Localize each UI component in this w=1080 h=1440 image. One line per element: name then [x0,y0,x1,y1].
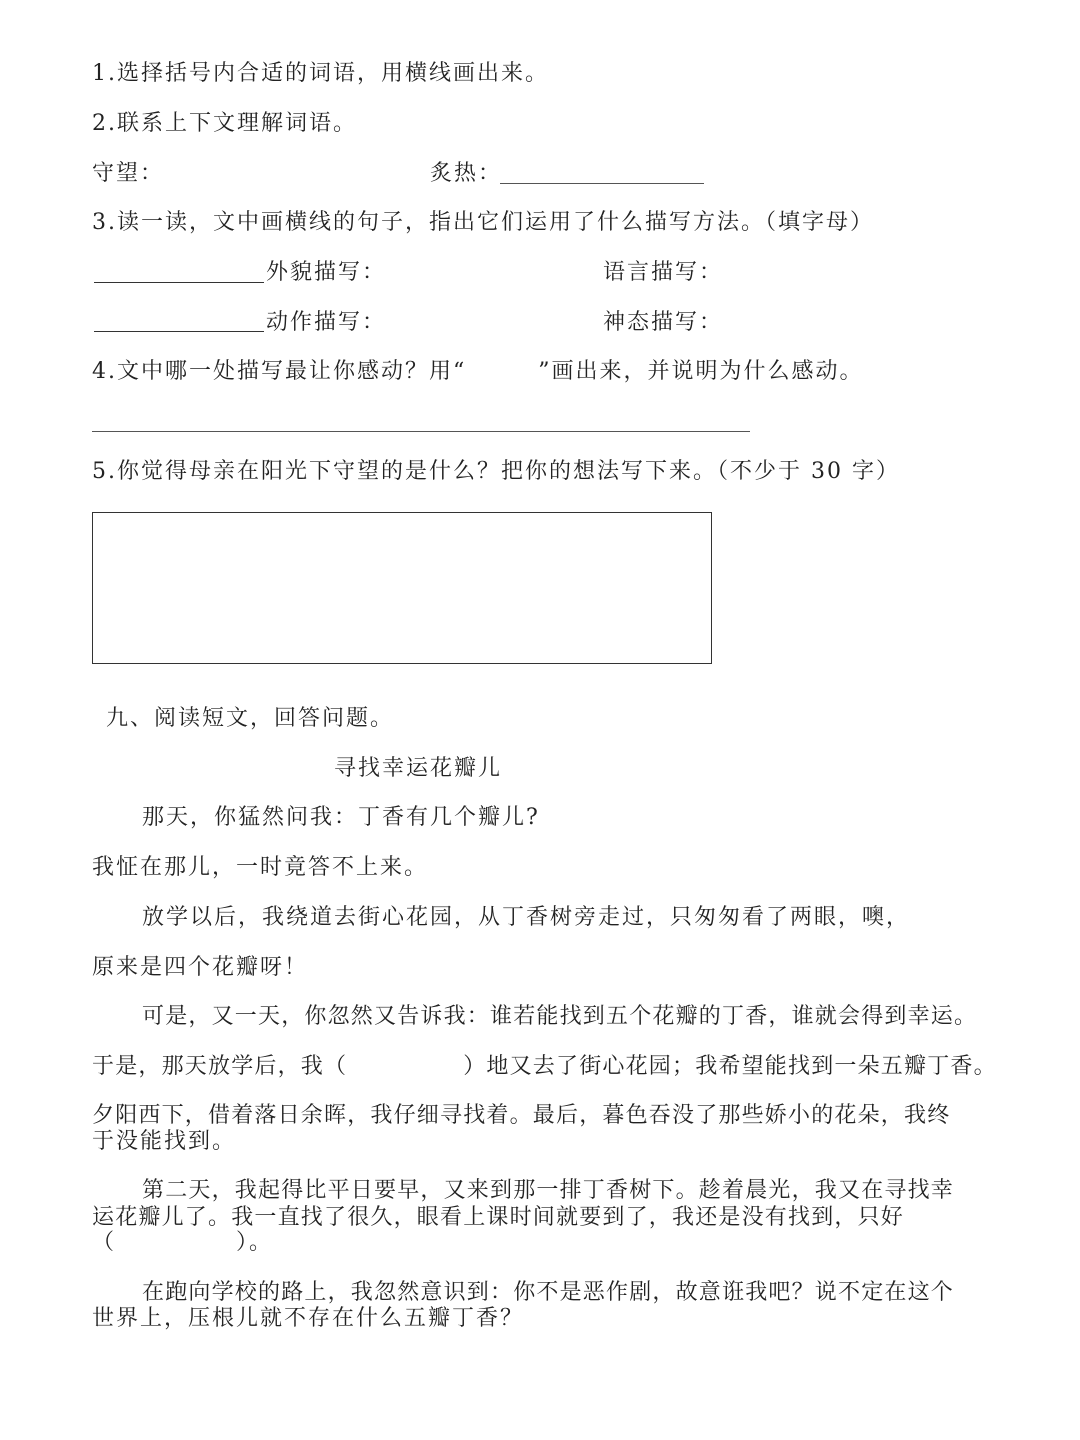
passage-line: （ ）。 [92,1230,274,1255]
passage-line: 原来是四个花瓣呀！ [92,955,309,980]
term-zhire-label: 炙热： [430,161,503,186]
question-5-answer-box[interactable] [92,512,712,664]
passage-line: 放学以后，我绕道去街心花园，从丁香树旁走过，只匆匆看了两眼，噢， [142,905,911,930]
passage-line: 在跑向学校的路上，我忽然意识到：你不是恶作剧，故意诳我吧？说不定在这个 [142,1280,955,1305]
passage-line: 世界上，压根儿就不存在什么五瓣丁香？ [92,1306,525,1331]
language-description-label: 语言描写： [603,260,724,285]
question-4-answer-line[interactable] [92,431,750,432]
passage-line: 可是，又一天，你忽然又告诉我：谁若能找到五个花瓣的丁香，谁就会得到幸运。 [142,1004,978,1029]
passage-line: 于是，那天放学后，我（ ）地又去了街心花园；我希望能找到一朵五瓣丁香。 [92,1054,997,1079]
passage-title: 寻找幸运花瓣儿 [334,756,503,781]
question-2: 2.联系上下文理解词语。 [92,111,357,136]
question-1: 1.选择括号内合适的词语，用横线画出来。 [92,61,549,86]
passage-line: 第二天，我起得比平日要早，又来到那一排丁香树下。趁着晨光，我又在寻找幸 [142,1178,955,1203]
question-3: 3.读一读，文中画横线的句子，指出它们运用了什么描写方法。（填字母） [92,210,874,235]
term-shouwang-label: 守望： [92,161,165,186]
expression-description-label: 神态描写： [603,310,724,335]
passage-line: 运花瓣儿了。我一直找了很久，眼看上课时间就要到了，我还是没有找到，只好 [92,1205,905,1230]
passage-line: 夕阳西下，借着落日余晖，我仔细寻找着。最后，暮色吞没了那些娇小的花朵，我终 [92,1103,951,1128]
passage-line: 于没能找到。 [92,1129,237,1154]
question-5: 5.你觉得母亲在阳光下守望的是什么？把你的想法写下来。（不少于 30 字） [92,459,900,484]
passage-line: 那天，你猛然问我：丁香有几个瓣儿? [142,805,540,830]
passage-line: 我怔在那儿，一时竟答不上来。 [92,855,429,880]
section-9-heading: 九、阅读短文，回答问题。 [106,706,395,731]
question-4: 4.文中哪一处描写最让你感动？用“ ”画出来，并说明为什么感动。 [92,359,864,384]
appearance-description-label: 外貌描写： [266,260,387,285]
action-description-label: 动作描写： [266,310,387,335]
action-answer-line[interactable] [94,331,264,332]
appearance-answer-line[interactable] [94,282,264,283]
term-zhire-answer-line[interactable] [500,183,704,184]
